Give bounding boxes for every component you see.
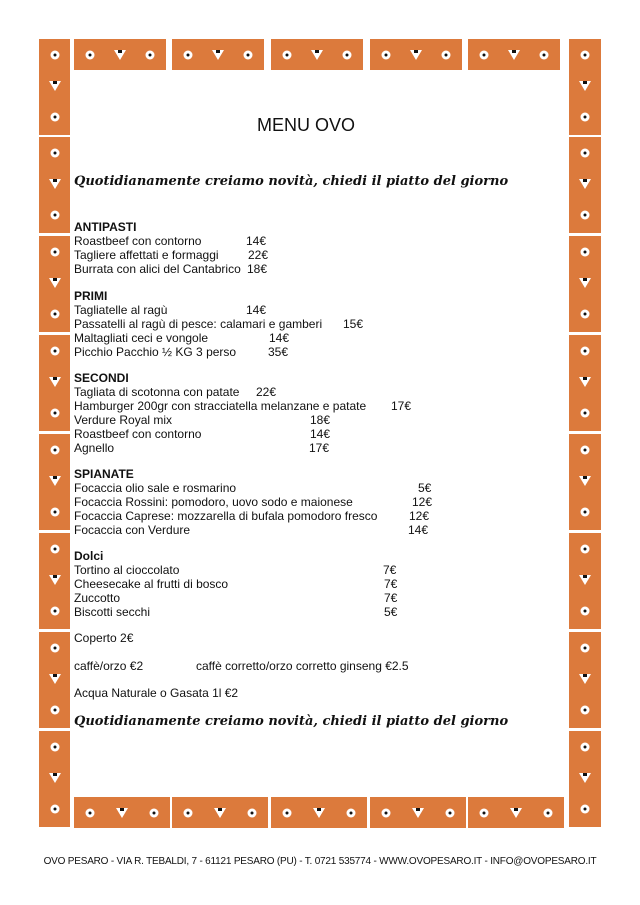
chevron-down-icon <box>116 808 128 818</box>
menu-item <box>74 234 266 248</box>
border-tile <box>569 533 601 629</box>
dot-icon <box>581 310 590 319</box>
menu-item-price: 14€ <box>246 303 267 317</box>
dot-icon <box>382 808 391 817</box>
border-tile <box>569 137 601 233</box>
menu-item <box>74 317 363 331</box>
dot-icon <box>581 508 590 517</box>
chevron-down-icon <box>49 81 61 91</box>
chevron-down-icon <box>579 377 591 387</box>
border-tile <box>569 335 601 431</box>
menu-item-price: 7€ <box>384 591 398 605</box>
menu-item-price: 18€ <box>310 413 331 427</box>
menu-item-name: Tagliatelle al ragù <box>74 303 168 317</box>
menu-item-price: 5€ <box>418 481 432 495</box>
menu-item-name: Zuccotto <box>74 591 121 605</box>
border-tile <box>39 533 70 629</box>
menu-item-name: Agnello <box>74 441 115 455</box>
dot-icon <box>50 211 59 220</box>
dot-icon <box>50 409 59 418</box>
dot-icon <box>581 805 590 814</box>
menu-item-name: Tortino al cioccolato <box>74 563 180 577</box>
dot-icon <box>540 50 549 59</box>
border-tile <box>74 39 166 70</box>
menu-item-name: Roastbeef con contorno <box>74 234 202 248</box>
dot-icon <box>382 50 391 59</box>
chevron-down-icon <box>49 377 61 387</box>
menu-item-name: Maltagliati ceci e vongole <box>74 331 209 345</box>
chevron-down-icon <box>579 773 591 783</box>
chevron-down-icon <box>313 808 325 818</box>
chevron-down-icon <box>49 278 61 288</box>
border-tile <box>172 39 264 70</box>
menu-item-name: Focaccia olio sale e rosmarino <box>74 481 237 495</box>
chevron-down-icon <box>49 773 61 783</box>
menu-item-name: Cheesecake al frutti di bosco <box>74 577 229 591</box>
dot-icon <box>50 248 59 257</box>
menu-item-price: 22€ <box>256 385 277 399</box>
chevron-down-icon <box>579 278 591 288</box>
border-tile <box>39 731 70 827</box>
dot-icon <box>50 607 59 616</box>
menu-item <box>74 345 288 359</box>
menu-item-price: 14€ <box>310 427 331 441</box>
menu-item <box>74 262 267 276</box>
dot-icon <box>184 808 193 817</box>
menu-item <box>74 385 276 399</box>
caffe-corretto: caffè corretto/orzo corretto ginseng €2.5 <box>196 659 409 673</box>
menu-item <box>74 399 411 413</box>
menu-item <box>74 481 431 495</box>
dot-icon <box>544 808 553 817</box>
dot-icon <box>581 545 590 554</box>
menu-item <box>74 441 329 455</box>
menu-item <box>74 523 428 537</box>
menu-item-name: Picchio Pacchio ½ KG 3 perso <box>74 345 237 359</box>
tagline-bottom: Quotidianamente creiamo novità, chiedi il piatto del giorno <box>74 714 509 729</box>
dot-icon <box>581 248 590 257</box>
acqua: Acqua Naturale o Gasata 1l €2 <box>74 686 239 700</box>
menu-item <box>74 248 268 262</box>
menu-item-name: Passatelli al ragù di pesce: calamari e gamberi <box>74 317 323 331</box>
border-tile <box>468 39 560 70</box>
dot-icon <box>50 545 59 554</box>
chevron-down-icon <box>579 674 591 684</box>
dot-icon <box>150 808 159 817</box>
menu-item <box>74 577 397 591</box>
menu-item-name: Tagliata di scotonna con patate <box>74 385 240 399</box>
dot-icon <box>50 644 59 653</box>
dot-icon <box>146 50 155 59</box>
dot-icon <box>581 409 590 418</box>
section-heading: Dolci <box>74 549 104 563</box>
menu-item-name: Hamburger 200gr con stracciatella melanzane e patate <box>74 399 367 413</box>
dot-icon <box>248 808 257 817</box>
section-heading: ANTIPASTI <box>74 220 137 234</box>
dot-icon <box>581 211 590 220</box>
menu-item-name: Focaccia Rossini: pomodoro, uovo sodo e maionese <box>74 495 353 509</box>
chevron-down-icon <box>114 50 126 60</box>
menu-item <box>74 303 266 317</box>
footer-contact: OVO PESARO - VIA R. TEBALDI, 7 - 61121 PESARO (PU) - T. 0721 535774 - WWW.OVOPESARO.IT - INFO@OVOPESARO.IT <box>43 856 597 867</box>
chevron-down-icon <box>579 81 591 91</box>
dot-icon <box>50 51 59 60</box>
border-tile <box>74 797 170 828</box>
border-tile <box>172 797 268 828</box>
dot-icon <box>347 808 356 817</box>
dot-icon <box>581 743 590 752</box>
dot-icon <box>50 347 59 356</box>
border-tile <box>569 434 601 530</box>
chevron-down-icon <box>510 808 522 818</box>
border-tile <box>39 137 70 233</box>
menu-item-name: Verdure Royal mix <box>74 413 173 427</box>
menu-item-price: 15€ <box>343 317 364 331</box>
dot-icon <box>184 50 193 59</box>
caffe: caffè/orzo €2 <box>74 659 144 673</box>
chevron-down-icon <box>410 50 422 60</box>
menu-item-price: 7€ <box>383 563 397 577</box>
menu-item-name: Focaccia con Verdure <box>74 523 191 537</box>
menu-item <box>74 563 396 577</box>
border-tile <box>39 335 70 431</box>
menu-item-name: Biscotti secchi <box>74 605 151 619</box>
menu-item <box>74 509 429 523</box>
menu-item <box>74 495 432 509</box>
border-tile <box>271 797 367 828</box>
chevron-down-icon <box>49 179 61 189</box>
menu-item-price: 7€ <box>384 577 398 591</box>
dot-icon <box>50 446 59 455</box>
menu-item-price: 14€ <box>408 523 429 537</box>
menu-item <box>74 591 397 605</box>
chevron-down-icon <box>49 674 61 684</box>
border-tile <box>468 797 564 828</box>
dot-icon <box>581 607 590 616</box>
chevron-down-icon <box>579 575 591 585</box>
dot-icon <box>442 50 451 59</box>
menu-item-price: 14€ <box>246 234 267 248</box>
menu-item <box>74 427 330 441</box>
coperto: Coperto 2€ <box>74 631 134 645</box>
dot-icon <box>50 508 59 517</box>
menu-item-price: 17€ <box>391 399 412 413</box>
menu-item <box>74 605 397 619</box>
dot-icon <box>581 347 590 356</box>
section-heading: SPIANATE <box>74 467 134 481</box>
menu-item-name: Burrata con alici del Cantabrico <box>74 262 241 276</box>
dot-icon <box>50 805 59 814</box>
border-tile <box>569 236 601 332</box>
dot-icon <box>50 310 59 319</box>
dot-icon <box>283 50 292 59</box>
chevron-down-icon <box>49 476 61 486</box>
border-tile <box>569 632 601 728</box>
dot-icon <box>480 808 489 817</box>
dot-icon <box>581 149 590 158</box>
dot-icon <box>86 50 95 59</box>
dot-icon <box>480 50 489 59</box>
page-title: MENU OVO <box>256 115 355 135</box>
chevron-down-icon <box>412 808 424 818</box>
menu-item-price: 35€ <box>268 345 289 359</box>
menu-item-price: 17€ <box>309 441 330 455</box>
menu-item-price: 12€ <box>409 509 430 523</box>
chevron-down-icon <box>579 476 591 486</box>
menu-item-name: Focaccia Caprese: mozzarella di bufala pomodoro fresco <box>74 509 378 523</box>
chevron-down-icon <box>49 575 61 585</box>
chevron-down-icon <box>311 50 323 60</box>
border-tile <box>39 434 70 530</box>
dot-icon <box>343 50 352 59</box>
border-tile <box>271 39 363 70</box>
menu-item-name: Tagliere affettati e formaggi <box>74 248 219 262</box>
border-tile <box>370 797 466 828</box>
dot-icon <box>50 743 59 752</box>
menu-item-price: 12€ <box>412 495 433 509</box>
section-heading: SECONDI <box>74 371 129 385</box>
dot-icon <box>50 149 59 158</box>
dot-icon <box>581 51 590 60</box>
dot-icon <box>581 706 590 715</box>
menu-item-price: 22€ <box>248 248 269 262</box>
dot-icon <box>86 808 95 817</box>
menu-item-price: 14€ <box>269 331 290 345</box>
border-tile <box>39 632 70 728</box>
border-tile <box>370 39 462 70</box>
dot-icon <box>581 446 590 455</box>
border-tile <box>39 236 70 332</box>
chevron-down-icon <box>579 179 591 189</box>
menu-item-price: 5€ <box>384 605 398 619</box>
dot-icon <box>244 50 253 59</box>
chevron-down-icon <box>212 50 224 60</box>
border-tile <box>569 731 601 827</box>
chevron-down-icon <box>214 808 226 818</box>
menu-item <box>74 331 289 345</box>
dot-icon <box>581 644 590 653</box>
chevron-down-icon <box>508 50 520 60</box>
dot-icon <box>283 808 292 817</box>
tagline-top: Quotidianamente creiamo novità, chiedi il piatto del giorno <box>74 174 509 189</box>
dot-icon <box>446 808 455 817</box>
menu-item <box>74 413 330 427</box>
menu-item-price: 18€ <box>247 262 268 276</box>
menu-item-name: Roastbeef con contorno <box>74 427 202 441</box>
dot-icon <box>50 706 59 715</box>
section-heading: PRIMI <box>74 289 108 303</box>
